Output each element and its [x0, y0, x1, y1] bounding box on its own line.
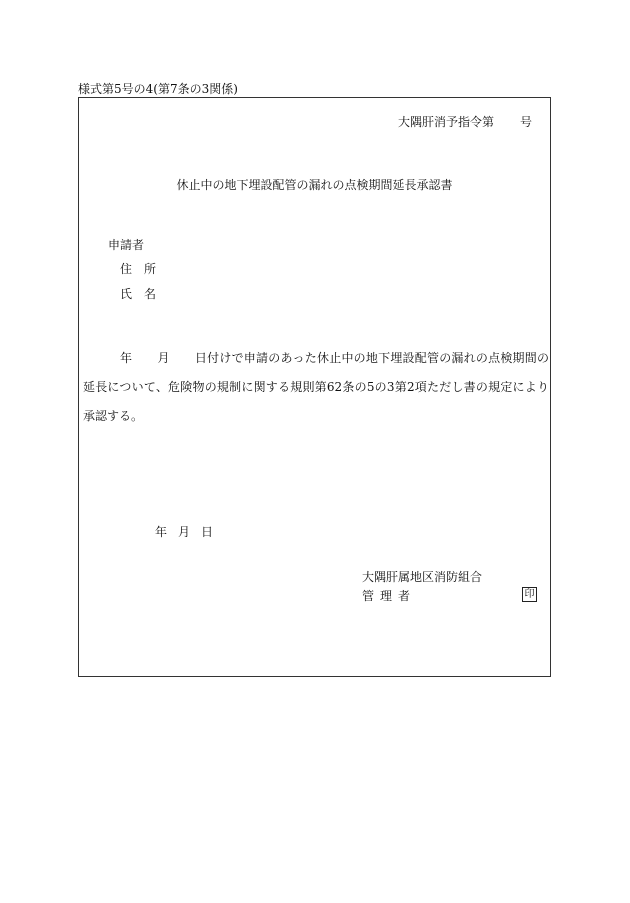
body-month-label: 月 [157, 351, 170, 365]
issue-month-label: 月 [178, 525, 191, 539]
issuer-organization: 大隅肝属地区消防組合 [362, 570, 483, 584]
issue-date [155, 525, 213, 539]
body-year-label: 年 [120, 351, 133, 365]
document-frame [78, 97, 551, 677]
body-text: 日付けで申請のあった休止中の地下埋設配管の漏れの点検期間の延長について、危険物の規制に関する規則第62条の5の3第2項ただし書の規定により承認する。 [83, 351, 549, 423]
issue-year-label: 年 [155, 525, 168, 539]
document-title: 休止中の地下埋設配管の漏れの点検期間延長承認書 [176, 178, 453, 192]
name-label: 氏 名 [120, 287, 157, 301]
issue-day-label: 日 [201, 525, 214, 539]
notice-number-prefix: 大隅肝消予指令第 [397, 115, 494, 129]
approval-body-text [83, 344, 549, 431]
form-number-label: 様式第5号の4(第7条の3関係) [78, 82, 238, 96]
notice-number-suffix: 号 [519, 115, 532, 129]
seal-mark: 印 [522, 587, 537, 602]
manager-label: 管理者 [362, 589, 417, 603]
notice-number [398, 115, 532, 129]
applicant-label: 申請者 [108, 238, 145, 252]
address-label: 住 所 [120, 262, 157, 276]
